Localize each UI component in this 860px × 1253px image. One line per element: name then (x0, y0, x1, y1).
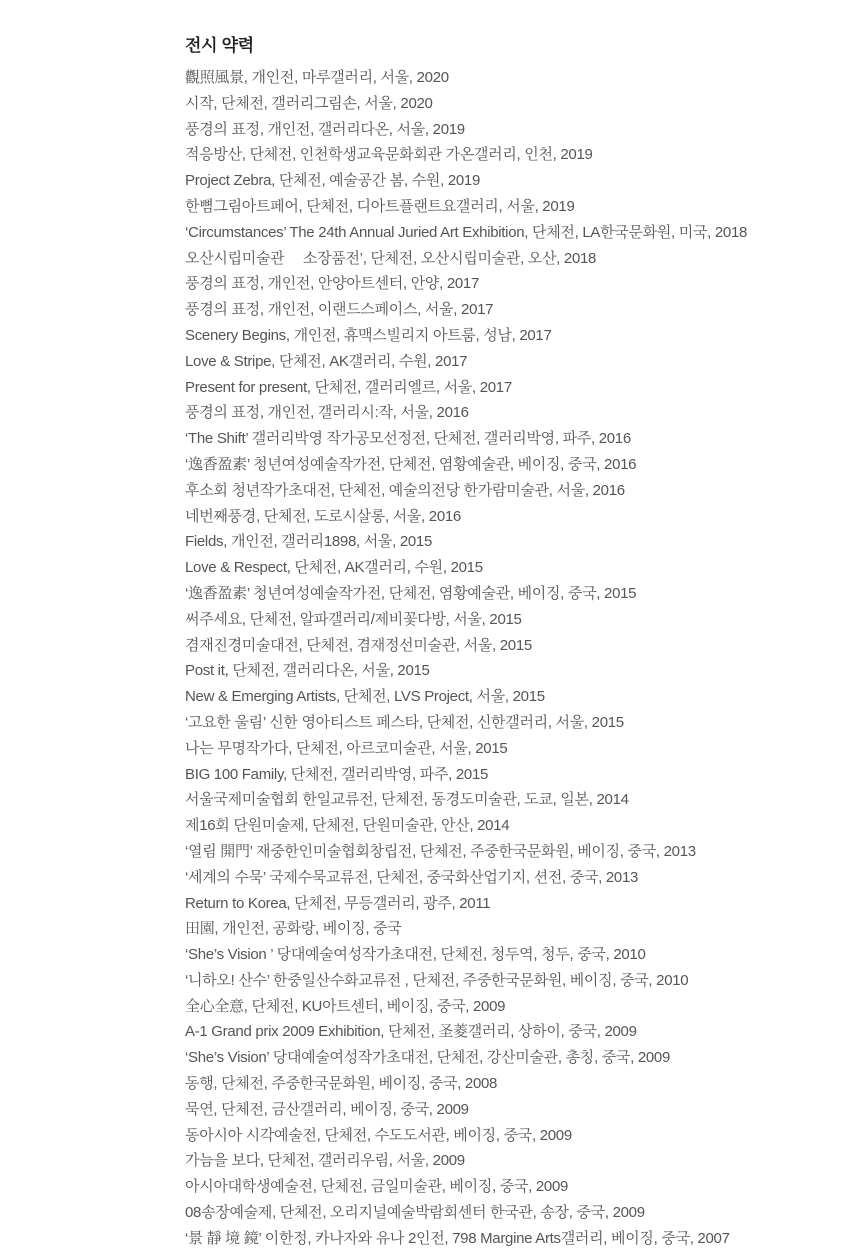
exhibition-entry: 후소회 청년작가초대전, 단체전, 예술의전당 한가람미술관, 서울, 2016 (185, 481, 625, 499)
exhibition-entry: Scenery Begins, 개인전, 휴맥스빌리지 아트룸, 성남, 2017 (185, 326, 552, 344)
exhibition-entry: ‘니하오! 산수’ 한중일산수화교류전 , 단체전, 주중한국문화원, 베이징, 중국, 2010 (185, 971, 689, 989)
exhibition-entry: New & Emerging Artists, 단체전, LVS Project, 서울, 2015 (185, 688, 545, 706)
exhibition-entry: ‘The Shift’ 갤러리박영 작가공모선정전, 단체전, 갤러리박영, 파주, 2016 (185, 430, 631, 448)
exhibition-entry: 觀照風景, 개인전, 마루갤러리, 서울, 2020 (185, 69, 449, 86)
exhibition-entry: 묵연, 단체전, 금산갤러리, 베이징, 중국, 2009 (185, 1100, 469, 1118)
exhibition-entry: ‘She’s Vision’ 당대예술여성작가초대전, 단체전, 강산미술관, 총칭, 중국, 2009 (185, 1049, 670, 1067)
exhibition-entry: BIG 100 Family, 단체전, 갤러리박영, 파주, 2015 (185, 765, 489, 783)
exhibition-entry: 田園, 개인전, 공화랑, 베이징, 중국 (185, 920, 402, 938)
exhibition-entry: ‘逸香盈素’ 청년여성예술작가전, 단체전, 염황예술관, 베이징, 중국, 2015 (185, 584, 637, 602)
exhibition-entry: 풍경의 표정, 개인전, 갤러리다온, 서울, 2019 (185, 120, 465, 138)
exhibition-entry: A-1 Grand prix 2009 Exhibition, 단체전, 圣菱갤러리, 상하이, 중국, 2009 (185, 1023, 637, 1041)
exhibition-entry: Love & Respect, 단체전, AK갤러리, 수원, 2015 (185, 559, 483, 577)
exhibition-entry: 가늠을 보다, 단체전, 갤러리우림, 서울, 2009 (185, 1152, 465, 1170)
exhibition-entry: 겸재진경미술대전, 단체전, 겸재정선미술관, 서울, 2015 (185, 636, 532, 654)
exhibition-entry: 오산시립미술관 소장품전’, 단체전, 오산시립미술관, 오산, 2018 (185, 249, 597, 267)
exhibition-entry: 적응방산, 단체전, 인천학생교육문화회관 가온갤러리, 인천, 2019 (185, 146, 593, 164)
exhibition-entry: Post it, 단체전, 갤러리다온, 서울, 2015 (185, 662, 430, 680)
exhibition-entry: 시작, 단체전, 갤러리그림손, 서울, 2020 (185, 94, 433, 112)
exhibition-entry: ‘고요한 울림’ 신한 영아티스트 페스타, 단체전, 신한갤러리, 서울, 2015 (185, 713, 624, 731)
exhibition-entry: ‘Circumstances’ The 24th Annual Juried Art Exhibition, 단체전, LA한국문화원, 미국, 2018 (185, 223, 748, 241)
exhibition-entry: 동행, 단체전, 주중한국문화원, 베이징, 중국, 2008 (185, 1075, 498, 1093)
page-title: 전시 약력 (185, 36, 254, 55)
exhibition-entry: 제16회 단원미술제, 단체전, 단원미술관, 안산, 2014 (185, 817, 510, 835)
exhibition-entry: 써주세요, 단체전, 알파갤러리/제비꽃다방, 서울, 2015 (185, 610, 522, 628)
exhibition-list (185, 65, 830, 1252)
exhibition-entry: 아시아대학생예술전, 단체전, 금일미술관, 베이징, 중국, 2009 (185, 1178, 569, 1196)
exhibition-entry: 풍경의 표정, 개인전, 안양아트센터, 안양, 2017 (185, 275, 480, 293)
exhibition-entry: 08송장예술제, 단체전, 오리지널예술박람회센터 한국관, 송장, 중국, 2009 (185, 1204, 645, 1222)
exhibition-entry: ‘열림 開門’ 재중한인미술협회창립전, 단체전, 주중한국문화원, 베이징, 중국, 2013 (185, 842, 696, 860)
exhibition-entry: Present for present, 단체전, 갤러리엘르, 서울, 2017 (185, 378, 512, 396)
exhibition-entry: Project Zebra, 단체전, 예술공간 봄, 수원, 2019 (185, 172, 481, 190)
exhibition-entry: 한뼘그림아트페어, 단체전, 디아트플랜트요갤러리, 서울, 2019 (185, 197, 575, 215)
exhibition-entry: 풍경의 표정, 개인전, 이랜드스페이스, 서울, 2017 (185, 301, 494, 319)
exhibition-entry: Love & Stripe, 단체전, AK갤러리, 수원, 2017 (185, 352, 468, 370)
exhibition-entry: 동아시아 시각예술전, 단체전, 수도도서관, 베이징, 중국, 2009 (185, 1126, 572, 1144)
exhibition-entry: Fields, 개인전, 갤러리1898, 서울, 2015 (185, 533, 433, 551)
exhibition-entry: ‘景 靜 境 鏡’ 이한정, 카나자와 유나 2인전, 798 Margine Arts갤러리, 베이징, 중국, 2007 (185, 1229, 730, 1247)
exhibition-entry: 네번째풍경, 단체전, 도로시살롱, 서울, 2016 (185, 507, 461, 525)
exhibition-entry: ‘逸香盈素’ 청년여성예술작가전, 단체전, 염황예술관, 베이징, 중국, 2016 (185, 455, 637, 473)
exhibition-entry: 全心全意, 단체전, KU아트센터, 베이징, 중국, 2009 (185, 997, 506, 1015)
exhibition-entry: 풍경의 표정, 개인전, 갤러리시:작, 서울, 2016 (185, 404, 469, 422)
exhibition-entry: ‘She’s Vision ’ 당대예술여성작가초대전, 단체전, 청두역, 청두, 중국, 2010 (185, 946, 646, 964)
exhibition-entry: ‘세계의 수묵’ 국제수묵교류전, 단체전, 중국화산업기지, 션전, 중국, 2013 (185, 868, 639, 886)
exhibition-entry: 서울국제미술협회 한일교류전, 단체전, 동경도미술관, 도쿄, 일본, 2014 (185, 791, 629, 809)
exhibition-entry: 나는 무명작가다, 단체전, 아르코미술관, 서울, 2015 (185, 739, 508, 757)
exhibition-entry: Return to Korea, 단체전, 무등갤러리, 광주, 2011 (185, 894, 491, 912)
